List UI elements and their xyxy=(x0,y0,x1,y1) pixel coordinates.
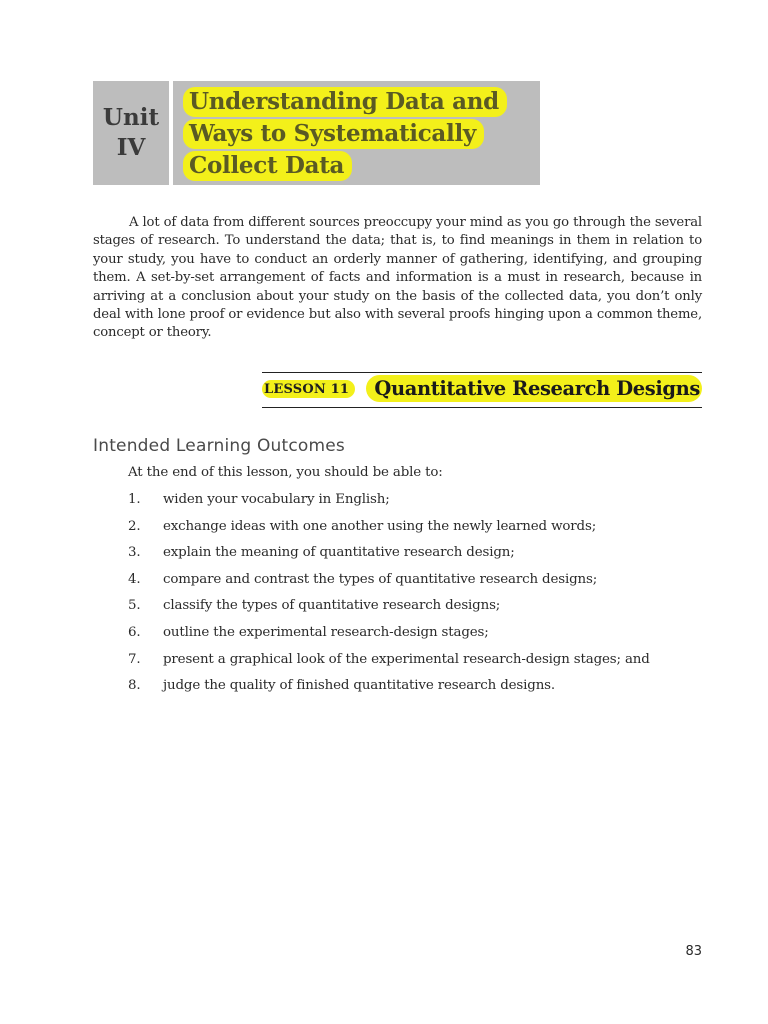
list-item-number: 2. xyxy=(128,518,141,534)
list-item-text: explain the meaning of quantitative research design; xyxy=(163,545,515,561)
list-item-number: 3. xyxy=(128,545,141,561)
unit-title-line-2: Ways to Systematically xyxy=(183,119,484,149)
list-item-number: 7. xyxy=(128,651,141,667)
lesson-tag: LESSON 11 xyxy=(262,380,355,398)
list-item xyxy=(128,624,708,651)
lesson-heading xyxy=(262,372,702,408)
outcomes-intro: At the end of this lesson, you should be able to: xyxy=(128,465,443,480)
list-item xyxy=(128,651,708,678)
page-number: 83 xyxy=(685,944,702,959)
unit-title-line-3: Collect Data xyxy=(183,151,352,181)
list-item-number: 1. xyxy=(128,492,141,507)
list-item-number: 8. xyxy=(128,678,141,694)
list-item xyxy=(128,544,708,571)
outcomes-list xyxy=(128,491,708,704)
list-item-text: present a graphical look of the experimental research-design stages; and xyxy=(163,651,650,667)
unit-label: Unit xyxy=(102,104,160,131)
outcomes-heading: Intended Learning Outcomes xyxy=(93,436,345,456)
list-item-text: judge the quality of finished quantitative research designs. xyxy=(163,678,556,694)
list-item-text: compare and contrast the types of quantitative research designs; xyxy=(163,571,598,587)
intro-paragraph: A lot of data from different sources preoccupy your mind as you go through the several stages of research. To understand the data; that is, to find meanings in them in relation to your study, you have to conduct an orderly manner of gathering, identifying, and grouping them. A set-by-set arrangement of facts and information is a must in research, because in arriving at a conclusion about your study on the basis of the collected data, you don’t only deal with lone proof or evidence but also with several proofs hinging upon a common theme, concept or theory. xyxy=(93,215,702,341)
list-item-text: outline the experimental research-design stages; xyxy=(163,624,489,640)
list-item-number: 5. xyxy=(128,598,141,614)
list-item-number: 4. xyxy=(128,571,141,587)
unit-header xyxy=(93,81,540,185)
list-item xyxy=(128,491,708,518)
unit-title-line-1: Understanding Data and xyxy=(183,87,507,117)
list-item xyxy=(128,571,708,598)
list-item-number: 6. xyxy=(128,624,141,640)
unit-label-box xyxy=(93,81,169,185)
list-item-text: widen your vocabulary in English; xyxy=(163,492,390,507)
list-item xyxy=(128,677,708,704)
list-item xyxy=(128,518,708,545)
list-item-text: exchange ideas with one another using the newly learned words; xyxy=(163,518,597,534)
lesson-title: Quantitative Research Designs xyxy=(366,375,702,402)
unit-number: IV xyxy=(116,134,146,161)
unit-title-box xyxy=(173,81,540,185)
list-item-text: classify the types of quantitative research designs; xyxy=(163,598,501,614)
list-item xyxy=(128,597,708,624)
